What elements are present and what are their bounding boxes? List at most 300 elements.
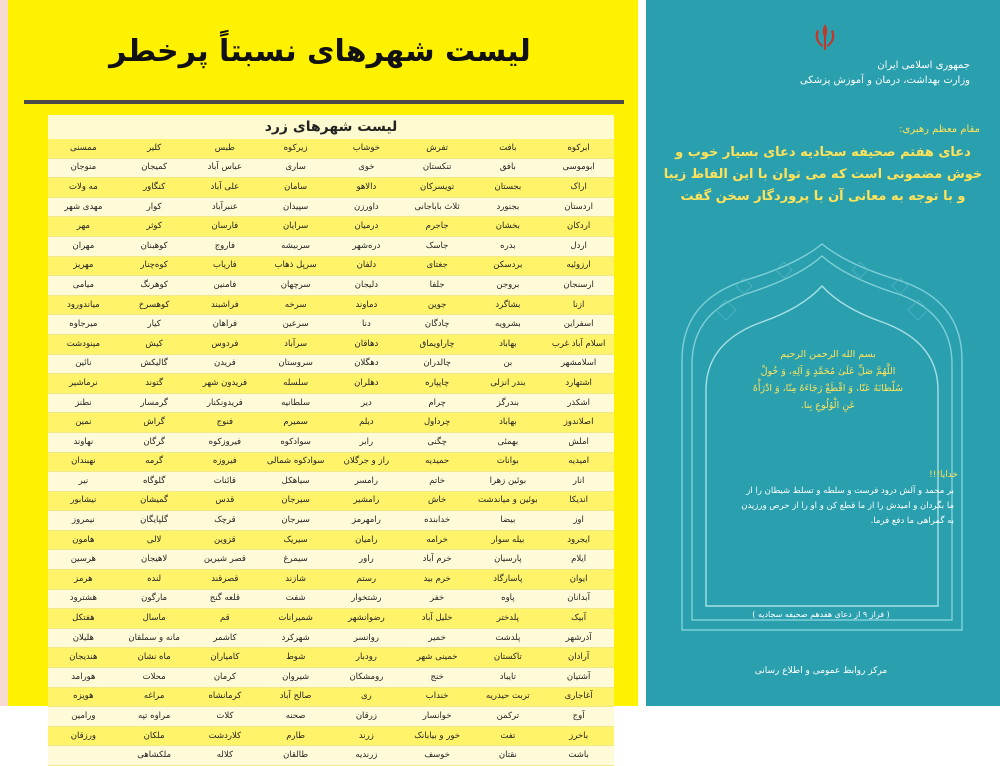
city-cell: گمیشان	[119, 491, 190, 511]
city-cell: بافق	[473, 158, 544, 178]
city-cell: کرمانشاه	[190, 687, 261, 707]
city-cell: هفتکل	[48, 609, 119, 629]
city-cell: انار	[543, 472, 614, 492]
city-cell: ایجرود	[543, 530, 614, 550]
city-cell: قدس	[190, 491, 261, 511]
city-cell: فنوج	[190, 413, 261, 433]
city-cell: رضوانشهر	[331, 609, 402, 629]
city-cell: سیاهکل	[260, 472, 331, 492]
city-cell: سرچهان	[260, 276, 331, 296]
city-cell: زرند	[331, 726, 402, 746]
city-cell: خمیر	[402, 628, 473, 648]
city-cell: چاراویماق	[402, 334, 473, 354]
city-cell: گرمسار	[119, 393, 190, 413]
city-cell: تنکستان	[402, 158, 473, 178]
city-cell: کوه‌چنار	[119, 256, 190, 276]
city-cell: ابوموسی	[543, 158, 614, 178]
city-cell: سوادکوه	[260, 432, 331, 452]
city-cell: ارزوئیه	[543, 256, 614, 276]
city-cell: آرادان	[543, 648, 614, 668]
city-cell: مهر	[48, 217, 119, 237]
city-cell: بروجن	[473, 276, 544, 296]
table-row	[48, 276, 614, 296]
city-cell: ازنا	[543, 295, 614, 315]
city-cell: پارسیان	[473, 550, 544, 570]
city-cell: دلیجان	[331, 276, 402, 296]
translation-title: خدایا!!!	[929, 470, 958, 480]
cities-table-container	[48, 115, 614, 761]
city-cell: رستم	[331, 570, 402, 590]
city-cell: فاریاب	[190, 256, 261, 276]
city-cell: بهاباد	[473, 413, 544, 433]
city-cell: شمیرانات	[260, 609, 331, 629]
table-row	[48, 413, 614, 433]
city-cell: پاوه	[473, 589, 544, 609]
city-cell: سپیدان	[260, 197, 331, 217]
city-cell: بدره	[473, 236, 544, 256]
city-cell: دهگلان	[331, 354, 402, 374]
city-cell: قصر شیرین	[190, 550, 261, 570]
city-cell: بهاباد	[473, 334, 544, 354]
city-cell: عباس آباد	[190, 158, 261, 178]
table-row	[48, 197, 614, 217]
city-cell: چرام	[402, 393, 473, 413]
city-cell: رامسر	[331, 472, 402, 492]
city-cell: خلیل آباد	[402, 609, 473, 629]
city-cell: قائنات	[190, 472, 261, 492]
table-row	[48, 628, 614, 648]
city-cell: گلوگاه	[119, 472, 190, 492]
city-cell: تربت حیدریه	[473, 687, 544, 707]
city-cell: اندیکا	[543, 491, 614, 511]
city-cell: بجنورد	[473, 197, 544, 217]
city-cell: فامنین	[190, 276, 261, 296]
city-cell: نهبندان	[48, 452, 119, 472]
city-cell: شازند	[260, 570, 331, 590]
city-cell: قلعه گنج	[190, 589, 261, 609]
city-cell: هورامد	[48, 668, 119, 688]
table-row	[48, 589, 614, 609]
city-cell: هامون	[48, 530, 119, 550]
table-row	[48, 354, 614, 374]
city-cell: رودبار	[331, 648, 402, 668]
table-row	[48, 217, 614, 237]
city-cell: رامهرمز	[331, 511, 402, 531]
table-row	[48, 393, 614, 413]
city-cell: تایباد	[473, 668, 544, 688]
city-cell: گالیکش	[119, 354, 190, 374]
city-cell: گلپایگان	[119, 511, 190, 531]
city-cell: قزوین	[190, 530, 261, 550]
leader-quote: دعای هفتم صحیفه سجادیه دعای بسیار خوب و خوش مضمونی است که می توان با این الفاظ زیبا و با توجه به معانی آن با پروردگار سخن گفت	[663, 145, 983, 204]
city-cell: باشت	[543, 746, 614, 766]
city-cell: ابرکوه	[543, 139, 614, 158]
city-cell: فریدن	[190, 354, 261, 374]
city-cell: سوادکوه شمالی	[260, 452, 331, 472]
city-cell: پلدشت	[473, 628, 544, 648]
city-cell: درمیان	[331, 217, 402, 237]
table-row	[48, 648, 614, 668]
city-cell: طالقان	[260, 746, 331, 766]
header-line-1: جمهوری اسلامی ایران	[877, 60, 970, 71]
city-cell: سرپل ذهاب	[260, 256, 331, 276]
city-cell: دماوند	[331, 295, 402, 315]
city-cell: رشتخوار	[331, 589, 402, 609]
city-cell: خاش	[402, 491, 473, 511]
city-cell: باخرز	[543, 726, 614, 746]
city-cell: ورامین	[48, 707, 119, 727]
iran-emblem-icon	[808, 20, 842, 54]
city-cell: شوط	[260, 648, 331, 668]
city-cell: گراش	[119, 413, 190, 433]
prayer-panel	[646, 0, 1000, 706]
translation-line: به گمراهی ما دفع فرما.	[870, 516, 954, 526]
city-cell: نقتان	[473, 746, 544, 766]
city-cell: فیروزه	[190, 452, 261, 472]
arabic-line: سُلْطانَهُ عَنّا، وَ اقْطَعْ رَجَاءَهُ مِنّا، وَ ادْرَأْهُ	[752, 383, 904, 394]
city-cell: اصلاندوز	[543, 413, 614, 433]
leader-label: مقام معظم رهبری:	[899, 124, 980, 135]
city-cell: روانسر	[331, 628, 402, 648]
city-cell: حمیدیه	[402, 452, 473, 472]
city-cell: هرمز	[48, 570, 119, 590]
city-cell: بردسکن	[473, 256, 544, 276]
city-cell: آغاجاری	[543, 687, 614, 707]
city-cell: نطنز	[48, 393, 119, 413]
cities-table	[48, 139, 614, 766]
city-cell: اسفراین	[543, 315, 614, 335]
city-cell: فراهان	[190, 315, 261, 335]
city-cell: خرم آباد	[402, 550, 473, 570]
city-cell: ملکشاهی	[119, 746, 190, 766]
city-cell: خوسف	[402, 746, 473, 766]
city-cell: سربیشه	[260, 236, 331, 256]
city-cell: فارسان	[190, 217, 261, 237]
city-cell: کوهسرخ	[119, 295, 190, 315]
city-cell: نرماشیر	[48, 374, 119, 394]
city-cell: رومشکان	[331, 668, 402, 688]
city-cell: چگنی	[402, 432, 473, 452]
city-cell: ارسنجان	[543, 276, 614, 296]
city-cell: خفر	[402, 589, 473, 609]
city-cell: فریدونکنار	[190, 393, 261, 413]
city-cell: میامی	[48, 276, 119, 296]
city-cell: رامشیر	[331, 491, 402, 511]
table-row	[48, 726, 614, 746]
city-cell: امیدیه	[543, 452, 614, 472]
city-cell: جوین	[402, 295, 473, 315]
city-cell: آذرشهر	[543, 628, 614, 648]
city-cell: مینودشت	[48, 334, 119, 354]
table-row	[48, 139, 614, 158]
table-row	[48, 334, 614, 354]
city-cell: راور	[331, 550, 402, 570]
city-cell	[48, 746, 119, 766]
persian-translation	[708, 484, 954, 529]
city-cell: خوانسار	[402, 707, 473, 727]
city-cell: گرگان	[119, 432, 190, 452]
city-cell: ری	[331, 687, 402, 707]
city-cell: سیریک	[260, 530, 331, 550]
city-cell: سیرجان	[260, 491, 331, 511]
table-row	[48, 236, 614, 256]
city-cell: قصرقند	[190, 570, 261, 590]
city-cell: سرخه	[260, 295, 331, 315]
city-cell: علی آباد	[190, 178, 261, 198]
city-cell: مهران	[48, 236, 119, 256]
city-cell: ایوان	[543, 570, 614, 590]
city-cell: هلیلان	[48, 628, 119, 648]
translation-line: بر محمد و آلش درود فرست و سلطه و تسلط شیطان را از	[746, 486, 954, 496]
city-cell: دهلران	[331, 374, 402, 394]
city-cell: کلاردشت	[190, 726, 261, 746]
city-cell: سلسله	[260, 374, 331, 394]
city-cell: پلدختر	[473, 609, 544, 629]
city-cell: چادگان	[402, 315, 473, 335]
city-cell: اردل	[543, 236, 614, 256]
table-row	[48, 452, 614, 472]
table-row	[48, 609, 614, 629]
city-cell: بیضا	[473, 511, 544, 531]
city-cell: اوز	[543, 511, 614, 531]
table-row	[48, 707, 614, 727]
city-cell: خنج	[402, 668, 473, 688]
city-cell: ماسال	[119, 609, 190, 629]
city-cell: ثلاث باباجانی	[402, 197, 473, 217]
city-cell: دنا	[331, 315, 402, 335]
city-cell: سامان	[260, 178, 331, 198]
table-row	[48, 432, 614, 452]
table-row	[48, 158, 614, 178]
city-cell: شفت	[260, 589, 331, 609]
city-cell: خمینی شهر	[402, 648, 473, 668]
city-cell: نائین	[48, 354, 119, 374]
city-cell: سمیرم	[260, 413, 331, 433]
city-cell: کلات	[190, 707, 261, 727]
city-cell: بشرویه	[473, 315, 544, 335]
table-row	[48, 178, 614, 198]
city-cell: بندرگز	[473, 393, 544, 413]
prayer-source: ( فراز ۹ از دعای هفدهم صحیفه سجادیه )	[752, 610, 890, 619]
city-cell: فریدون شهر	[190, 374, 261, 394]
city-cell: کلاله	[190, 746, 261, 766]
table-row	[48, 530, 614, 550]
table-row	[48, 295, 614, 315]
arch-frame-ornament	[676, 240, 968, 632]
city-cell: لالی	[119, 530, 190, 550]
city-cell: دلفان	[331, 256, 402, 276]
city-cell: آوج	[543, 707, 614, 727]
city-cell: بهمئی	[473, 432, 544, 452]
city-cell: خور و بیابانک	[402, 726, 473, 746]
city-cell: سرایان	[260, 217, 331, 237]
city-cell: فیروزکوه	[190, 432, 261, 452]
city-cell: ترکمن	[473, 707, 544, 727]
table-row	[48, 315, 614, 335]
city-cell: چاپپاره	[402, 374, 473, 394]
city-cell: زرقان	[331, 707, 402, 727]
city-cell: طارم	[260, 726, 331, 746]
table-row	[48, 374, 614, 394]
city-cell: اردکان	[543, 217, 614, 237]
city-cell: اردستان	[543, 197, 614, 217]
city-cell: فردوس	[190, 334, 261, 354]
city-cell: رامیان	[331, 530, 402, 550]
city-cell: راز و جرگلان	[331, 452, 402, 472]
table-row	[48, 491, 614, 511]
arabic-line: عَنِ الْوُلُوعِ بِنا.	[800, 400, 856, 411]
city-cell: هشترود	[48, 589, 119, 609]
city-cell: بشاگرد	[473, 295, 544, 315]
city-cell: میرجاوه	[48, 315, 119, 335]
city-cell: چالدران	[402, 354, 473, 374]
city-cell: نیشابور	[48, 491, 119, 511]
city-cell: دیر	[331, 393, 402, 413]
city-cell: ایلام	[543, 550, 614, 570]
ministry-header	[800, 58, 970, 88]
city-cell: کیار	[119, 315, 190, 335]
city-cell: ممسنی	[48, 139, 119, 158]
city-cell: جغتای	[402, 256, 473, 276]
city-cell: کوهبنان	[119, 236, 190, 256]
arabic-prayer	[708, 346, 948, 414]
city-cell: هویزه	[48, 687, 119, 707]
city-cell: محلات	[119, 668, 190, 688]
city-cell: بیله سوار	[473, 530, 544, 550]
city-cell: بوانات	[473, 452, 544, 472]
city-cell: نمین	[48, 413, 119, 433]
city-cell: خرامه	[402, 530, 473, 550]
city-cell: کنگاور	[119, 178, 190, 198]
city-cell: مراغه	[119, 687, 190, 707]
city-cell: فاروج	[190, 236, 261, 256]
city-cell: دیلم	[331, 413, 402, 433]
city-cell: بوئین و میاندشت	[473, 491, 544, 511]
city-cell: خوشاب	[331, 139, 402, 158]
city-cell: تفرش	[402, 139, 473, 158]
city-cell: کامیاران	[190, 648, 261, 668]
city-cell: نیر	[48, 472, 119, 492]
city-cell: سیرجان	[260, 511, 331, 531]
table-row	[48, 687, 614, 707]
city-cell: بجستان	[473, 178, 544, 198]
city-cell: کیش	[119, 334, 190, 354]
city-cell: پاسارگاد	[473, 570, 544, 590]
table-row	[48, 256, 614, 276]
table-row	[48, 472, 614, 492]
city-cell: زرندیه	[331, 746, 402, 766]
city-cell: کلیر	[119, 139, 190, 158]
city-cell: کوار	[119, 197, 190, 217]
city-cell: دهاقان	[331, 334, 402, 354]
city-cell: تفت	[473, 726, 544, 746]
city-cell: منوجان	[48, 158, 119, 178]
city-cell: داورزن	[331, 197, 402, 217]
city-cell: آبدانان	[543, 589, 614, 609]
city-cell: صالح آباد	[260, 687, 331, 707]
city-cell: سرعین	[260, 315, 331, 335]
city-cell: خاتم	[402, 472, 473, 492]
city-cell: خرم بید	[402, 570, 473, 590]
table-row	[48, 550, 614, 570]
city-cell: اشکذر	[543, 393, 614, 413]
arabic-line: اللَّهُمَّ صَلِّ عَلَىٰ مُحَمَّدٍ وَ آلِهِ، وَ خُولْ	[760, 366, 896, 377]
city-cell: سروستان	[260, 354, 331, 374]
city-cell: گتوند	[119, 374, 190, 394]
city-cell: جاسک	[402, 236, 473, 256]
table-subtitle: لیست شهرهای زرد	[264, 119, 398, 135]
city-cell: صحنه	[260, 707, 331, 727]
page-title: لیست شهرهای نسبتاً پرخطر	[109, 34, 531, 69]
city-cell: ماه نشان	[119, 648, 190, 668]
city-cell: آبیک	[543, 609, 614, 629]
city-cell: کوثر	[119, 217, 190, 237]
city-cell: سرآباد	[260, 334, 331, 354]
city-cell: کاشمر	[190, 628, 261, 648]
city-cell: هرسین	[48, 550, 119, 570]
left-edge-strip	[0, 0, 8, 706]
city-cell: ملکان	[119, 726, 190, 746]
city-cell: لاهیجان	[119, 550, 190, 570]
city-cell: میاندورود	[48, 295, 119, 315]
city-cell: قم	[190, 609, 261, 629]
city-cell: چرداول	[402, 413, 473, 433]
city-cell: املش	[543, 432, 614, 452]
city-cell: کمیجان	[119, 158, 190, 178]
city-cell: رابر	[331, 432, 402, 452]
city-cell: سیمرغ	[260, 550, 331, 570]
city-cell: کرمان	[190, 668, 261, 688]
city-cell: جلفا	[402, 276, 473, 296]
city-cell: نهاوند	[48, 432, 119, 452]
city-cell: ورزقان	[48, 726, 119, 746]
city-cell: تویسرکان	[402, 178, 473, 198]
city-cell: مانه و سملقان	[119, 628, 190, 648]
city-cell: کوهرنگ	[119, 276, 190, 296]
city-cell: بوئین زهرا	[473, 472, 544, 492]
city-cell: هندیجان	[48, 648, 119, 668]
city-cell: ساری	[260, 158, 331, 178]
footer-credit: مرکز روابط عمومی و اطلاع رسانی	[754, 666, 888, 676]
table-row	[48, 746, 614, 766]
header-line-2: وزارت بهداشت، درمان و آموزش پزشکی	[799, 75, 970, 86]
title-divider	[24, 100, 624, 104]
city-cell: اشتهارد	[543, 374, 614, 394]
city-cell: طبس	[190, 139, 261, 158]
city-cell: خنداب	[402, 687, 473, 707]
city-cell: مراوه تپه	[119, 707, 190, 727]
table-row	[48, 570, 614, 590]
city-cell: بخشان	[473, 217, 544, 237]
city-cell: شهرکرد	[260, 628, 331, 648]
table-row	[48, 668, 614, 688]
city-cell: دالاهو	[331, 178, 402, 198]
city-cell: اسلامشهر	[543, 354, 614, 374]
city-cell: زیرکوه	[260, 139, 331, 158]
city-cell: مهریز	[48, 256, 119, 276]
city-cell: شیروان	[260, 668, 331, 688]
city-cell: گرمه	[119, 452, 190, 472]
city-cell: دره‌شهر	[331, 236, 402, 256]
arabic-line: بسم الله الرحمن الرحيم	[780, 349, 876, 360]
city-cell: خوی	[331, 158, 402, 178]
city-cell: بافت	[473, 139, 544, 158]
translation-line: ما بگردان و امیدش را از ما قطع کن و او را از حرص ورزیدن	[741, 501, 954, 511]
table-row	[48, 511, 614, 531]
city-cell: جاجرم	[402, 217, 473, 237]
city-cell: اراک	[543, 178, 614, 198]
city-cell: اسلام آباد غرب	[543, 334, 614, 354]
